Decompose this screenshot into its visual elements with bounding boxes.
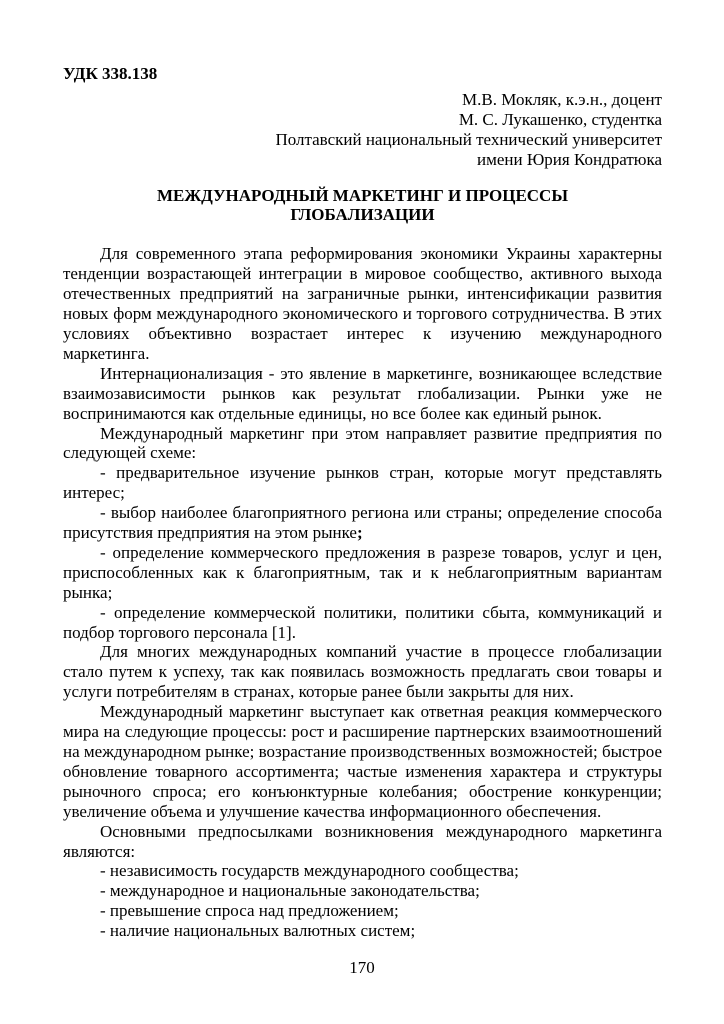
list-item-currency-systems: - наличие национальных валютных систем; <box>100 921 416 941</box>
affiliation-line-1: Полтавский национальный технический университет <box>275 129 662 149</box>
list-item-commercial-policy: - определение коммерческой политики, политики сбыта, коммуникаций и подбор торгового персонала [1]. <box>63 602 662 642</box>
paper-title-line-1: МЕЖДУНАРОДНЫЙ МАРКЕТИНГ И ПРОЦЕССЫ <box>156 185 569 205</box>
paragraph-marketing-reaction: Международный маркетинг выступает как ответная реакция коммерческого мира на следующие процессы: рост и расширение партнерских взаимоотношений на международном рынке; возрастание производственных возможностей; быстрое обновление товарного ассортимента; частые изменения характера и структуры рыночного спроса; его конъюнктурные колебания; обострение конкуренции; увеличение объема и улучшение качества информационного обеспечения. <box>63 702 662 821</box>
author-block <box>63 90 662 170</box>
paper-title-line-2: ГЛОБАЛИЗАЦИИ <box>290 205 435 225</box>
list-item-commercial-offer: - определение коммерческого предложения в разрезе товаров, услуг и цен, приспособленных как к благоприятным, так и к неблагоприятным вариантам рынка; <box>63 542 662 602</box>
author-line-2: М. С. Лукашенко, студентка <box>458 109 662 129</box>
list-item-legislation: - международное и национальные законодательства; <box>100 881 480 901</box>
paper-title <box>63 186 662 226</box>
article-body <box>63 244 662 941</box>
paragraph-scheme-lead: Международный маркетинг при этом направляет развитие предприятия по следующей схеме: <box>63 423 662 463</box>
list-item-region-choice <box>63 503 662 543</box>
list-item-independence: - независимость государств международного сообщества; <box>100 861 519 881</box>
page-content <box>63 64 662 941</box>
list-item-demand-excess: - превышение спроса над предложением; <box>100 901 399 921</box>
paragraph-internationalization: Интернационализация - это явление в маркетинге, возникающее вследствие взаимозависимости рынков как результат глобализации. Рынки уже не воспринимаются как отдельные единицы, но все более как единый рынок. <box>63 363 662 423</box>
list-item-preliminary-study: - предварительное изучение рынков стран, которые могут представлять интерес; <box>63 463 662 503</box>
udc-label: УДК 338.138 <box>63 64 158 83</box>
affiliation-line-2: имени Юрия Кондратюка <box>476 149 662 169</box>
author-line-1: М.В. Мокляк, к.э.н., доцент <box>462 89 662 109</box>
paragraph-preconditions-lead: Основными предпосылками возникновения международного маркетинга являются: <box>63 821 662 861</box>
list-item-region-choice-text: - выбор наиболее благоприятного региона или страны; определение способа присутствия предприятия на этом рынке <box>63 503 662 543</box>
paragraph-intro: Для современного этапа реформирования экономики Украины характерны тенденции возрастающей интеграции в мировое сообщество, активного выхода отечественных предприятий на заграничные рынки, интенсификации развития новых форм международного экономического и торгового сотрудничества. В этих условиях объективно возрастает интерес к изучению международного маркетинга. <box>63 244 662 363</box>
paragraph-globalization-success: Для многих международных компаний участие в процессе глобализации стало путем к успеху, так как появилась возможность предлагать свои товары и услуги потребителям в странах, которые ранее были закрыты для них. <box>63 642 662 702</box>
list-item-region-choice-bold-suffix: ; <box>356 523 363 543</box>
page-number: 170 <box>349 958 375 977</box>
